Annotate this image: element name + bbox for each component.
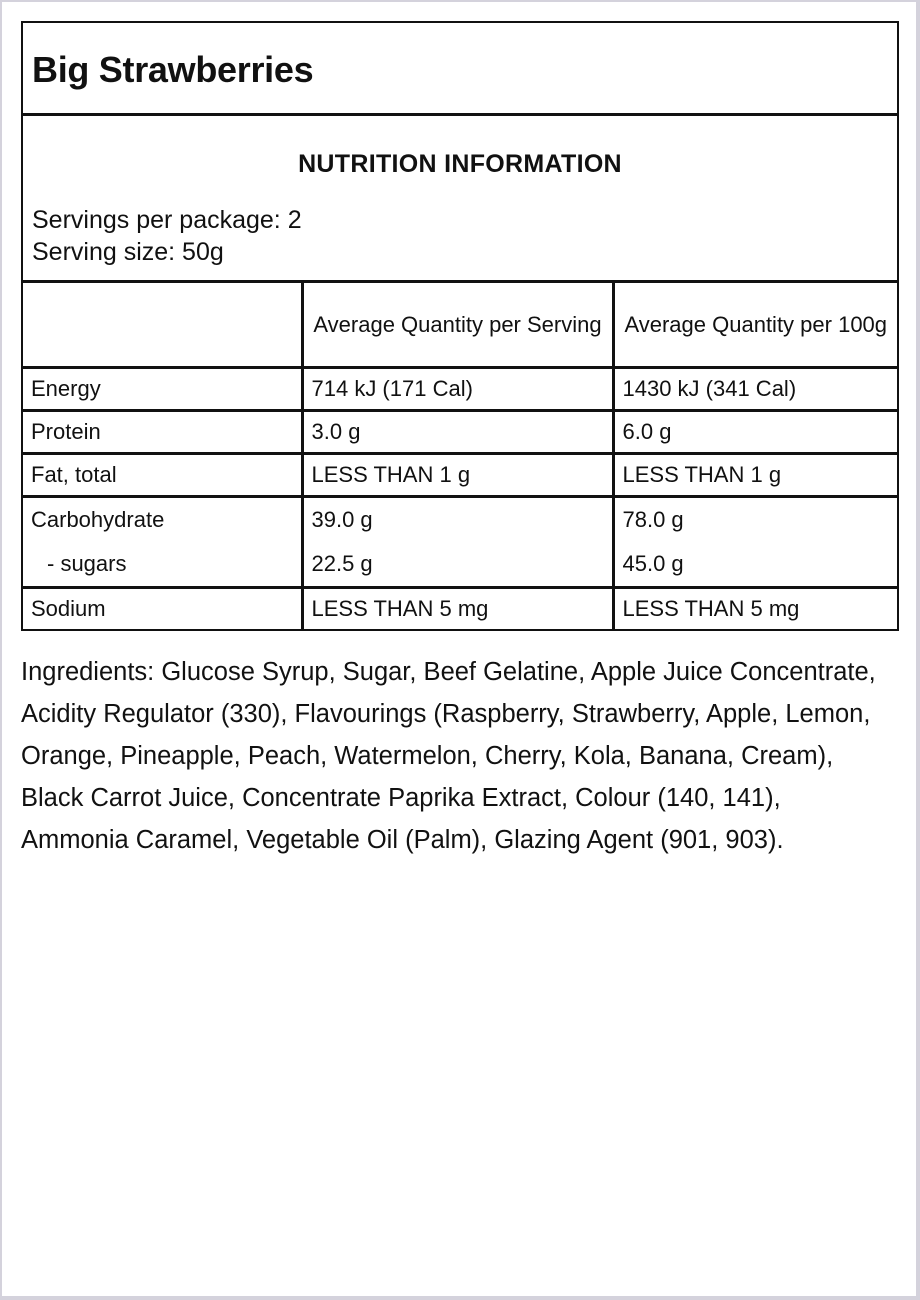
column-header-per-100g: Average Quantity per 100g: [613, 283, 897, 368]
carbohydrate-per-serving: 39.0 g: [311, 507, 373, 532]
table-row: [23, 411, 897, 454]
per-serving-value: LESS THAN 5 mg: [302, 588, 613, 630]
nutrition-heading: NUTRITION INFORMATION: [298, 150, 622, 178]
per-100g-value: 1430 kJ (341 Cal): [613, 368, 897, 411]
sugars-per-serving: 22.5 g: [311, 551, 373, 576]
per-100g-value: LESS THAN 1 g: [613, 454, 897, 497]
nutrient-name: Fat, total: [23, 454, 302, 497]
nutrient-name: Sodium: [23, 588, 302, 630]
ingredients-text: Ingredients: Glucose Syrup, Sugar, Beef Gelatine, Apple Juice Concentrate, Acidity Regulator (330), Flavourings (Raspberry, Strawberry, Apple, Lemon, Orange, Pineapple, Peach, Watermelon, Cherry, Kola, Banana, Cream), Black Carrot Juice, Concentrate Paprika Extract, Colour (140, 141), Ammonia Caramel, Vegetable Oil (Palm), Glazing Agent (901, 903).: [21, 658, 876, 854]
table-row: [23, 497, 897, 588]
carbohydrate-label: Carbohydrate: [31, 507, 165, 532]
serving-size: Serving size: 50g: [32, 238, 224, 266]
sugars-label: - sugars: [47, 551, 127, 576]
nutrient-name: [23, 497, 302, 588]
nutrient-name: Protein: [23, 411, 302, 454]
table-header-row: [23, 283, 897, 368]
nutrient-name: Energy: [23, 368, 302, 411]
carbohydrate-per-100g: 78.0 g: [622, 507, 684, 532]
per-serving-value: 3.0 g: [302, 411, 613, 454]
per-serving-value: [302, 497, 613, 588]
nutrition-panel: [21, 21, 899, 631]
product-title: Big Strawberries: [23, 23, 897, 116]
per-serving-value: LESS THAN 1 g: [302, 454, 613, 497]
nutrition-table: [23, 283, 897, 629]
per-100g-value: LESS THAN 5 mg: [613, 588, 897, 630]
column-header-per-serving: Average Quantity per Serving: [302, 283, 613, 368]
per-100g-value: [613, 497, 897, 588]
servings-per-package: Servings per package: 2: [32, 206, 302, 234]
page: [2, 2, 916, 1296]
sugars-per-100g: 45.0 g: [622, 551, 684, 576]
nutrition-info-header: [23, 116, 897, 283]
column-header-nutrient: [23, 283, 302, 368]
table-row: [23, 588, 897, 630]
table-row: [23, 368, 897, 411]
per-serving-value: 714 kJ (171 Cal): [302, 368, 613, 411]
table-row: [23, 454, 897, 497]
per-100g-value: 6.0 g: [613, 411, 897, 454]
